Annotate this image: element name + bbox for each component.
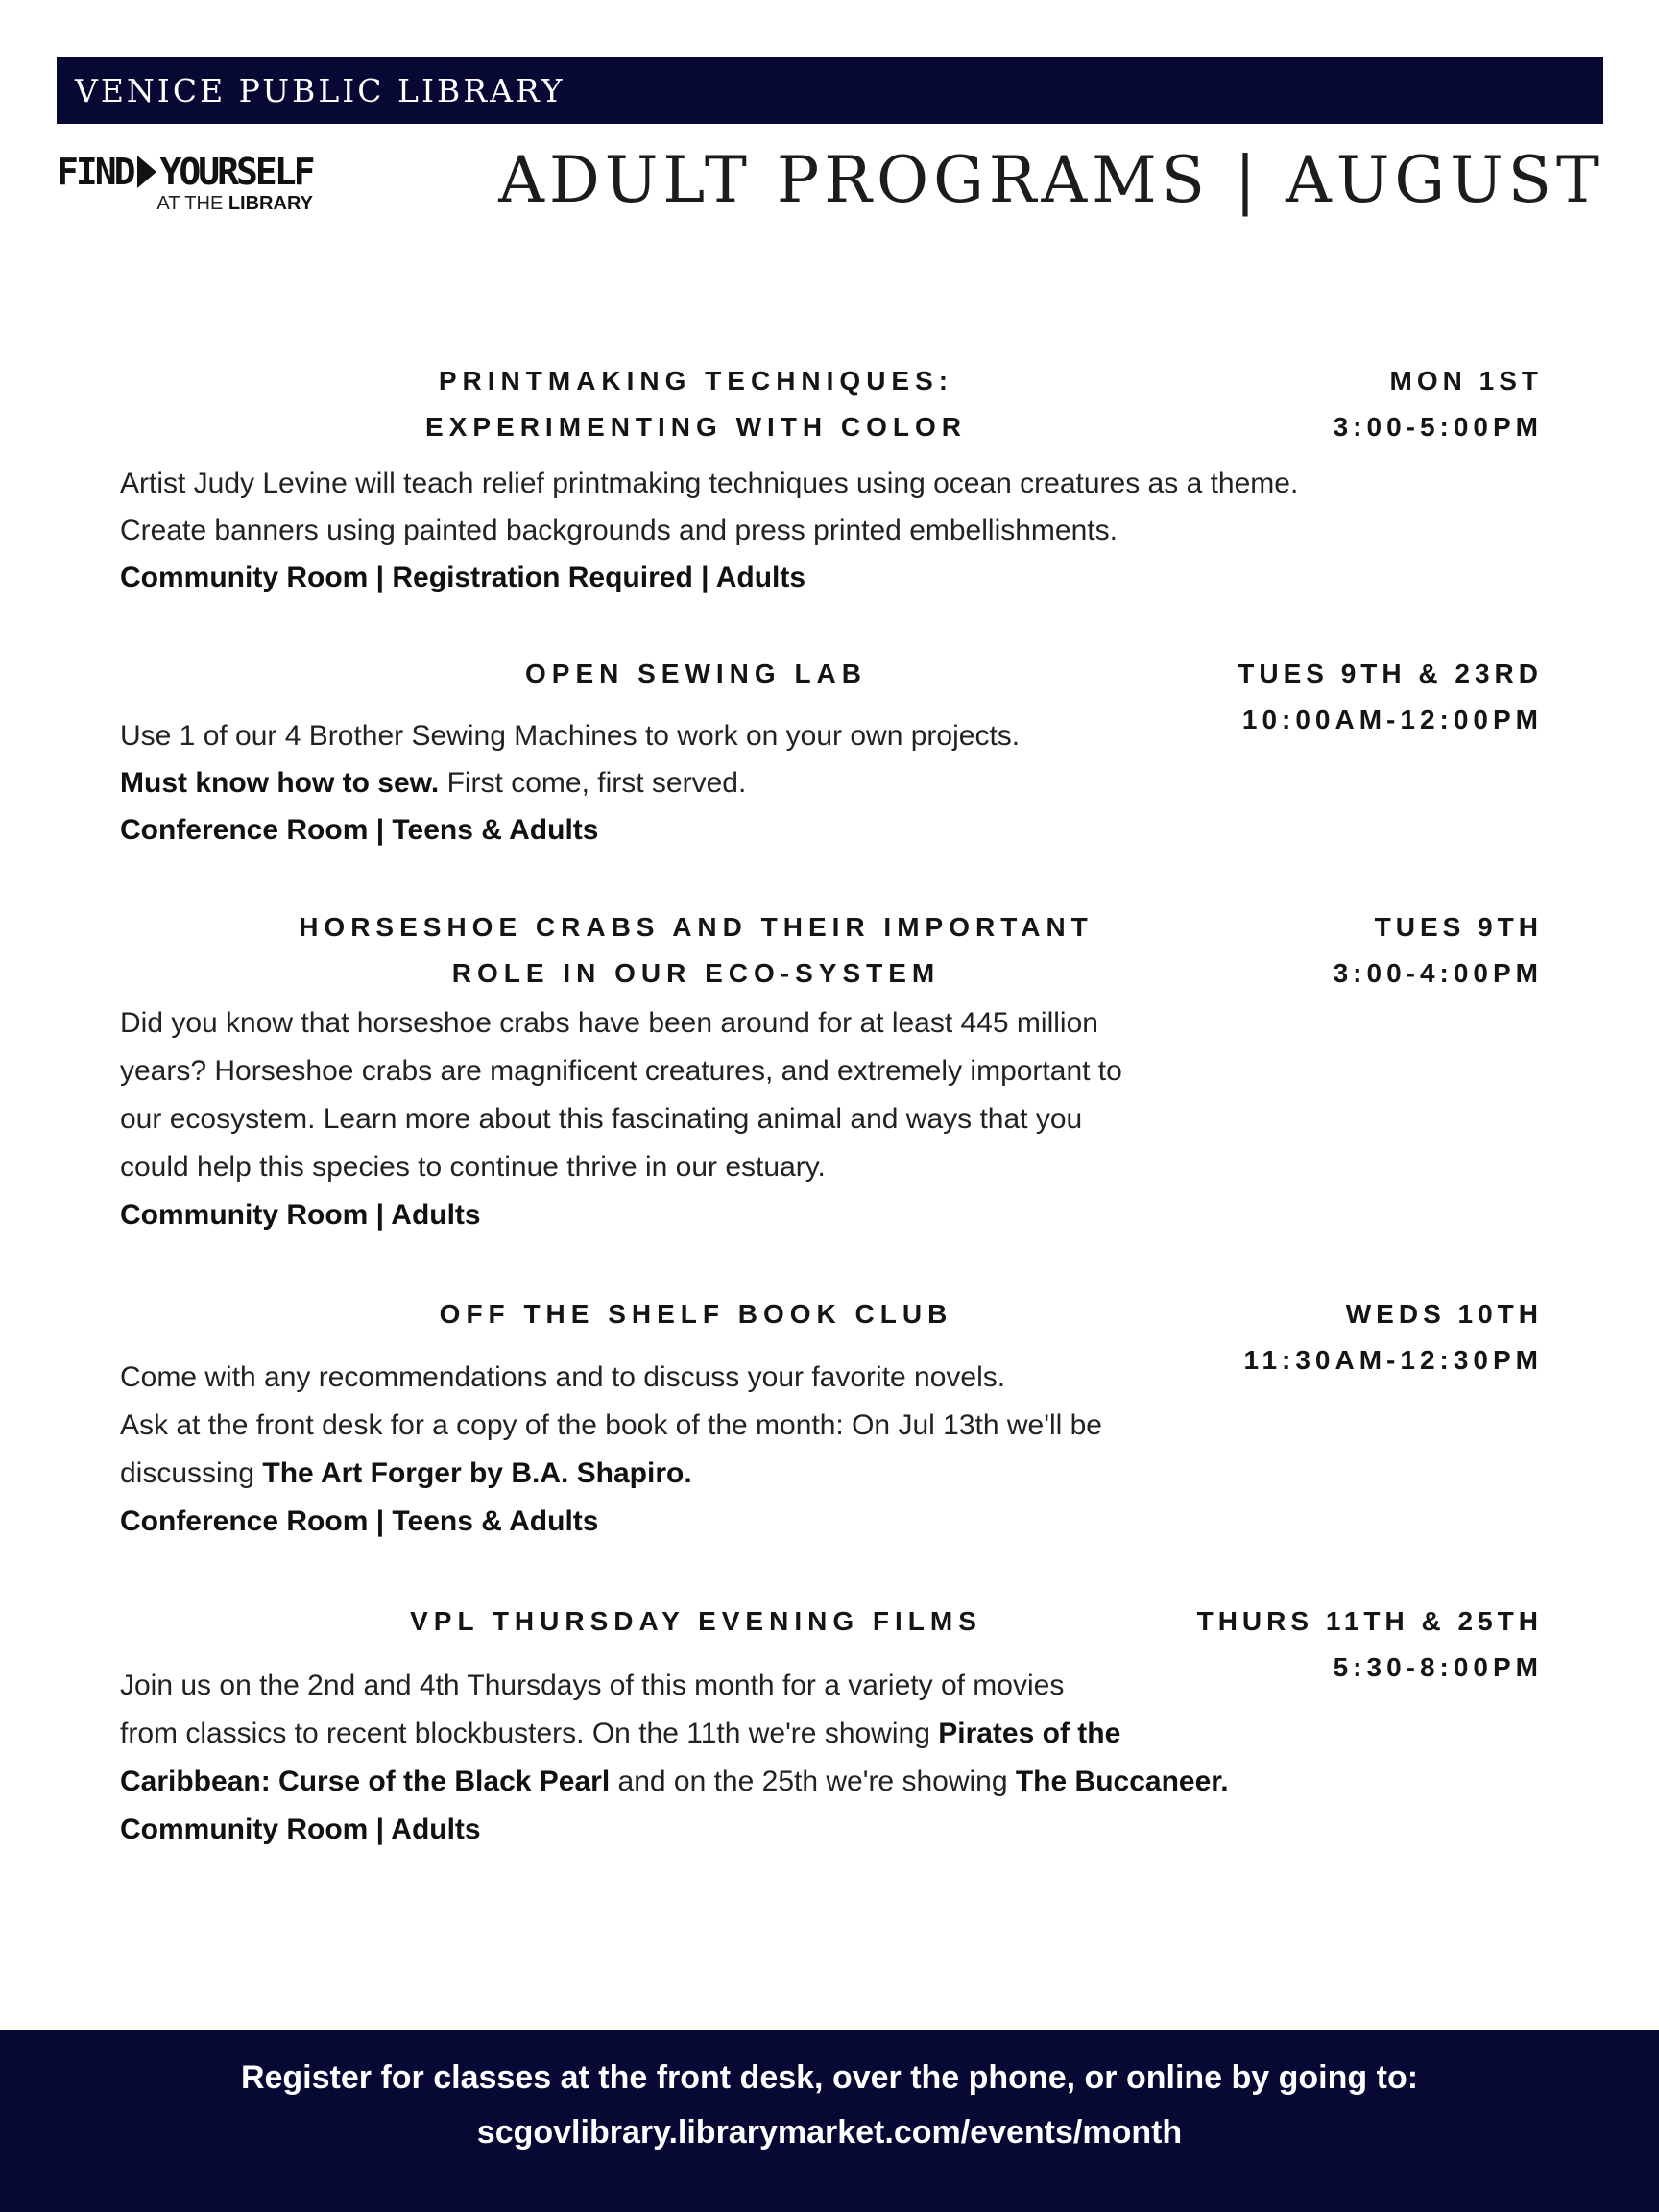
desc-line: could help this species to continue thrive in our estuary. bbox=[120, 1151, 826, 1183]
desc-bold: Must know how to sew. bbox=[120, 767, 440, 799]
event-details: Community Room | Registration Required | Adults bbox=[120, 562, 806, 593]
event-title-line: EXPERIMENTING WITH COLOR bbox=[425, 412, 967, 442]
desc-text: discussing bbox=[120, 1457, 263, 1489]
event-date bbox=[1243, 1291, 1543, 1383]
event-day: WEDS 10TH bbox=[1345, 1299, 1543, 1329]
event-description bbox=[120, 712, 1020, 854]
event-title bbox=[120, 651, 1272, 697]
desc-line bbox=[120, 1758, 1229, 1806]
event-title-line: OFF THE SHELF BOOK CLUB bbox=[439, 1299, 953, 1329]
event-details: Community Room | Adults bbox=[120, 1199, 481, 1231]
logo-at-the: AT THE bbox=[156, 193, 224, 214]
desc-line: Use 1 of our 4 Brother Sewing Machines to work on your own projects. bbox=[120, 720, 1021, 752]
desc-text: and on the 25th we're showing bbox=[610, 1766, 1016, 1797]
event-title-line: PRINTMAKING TECHNIQUES: bbox=[438, 366, 954, 396]
desc-line: Create banners using painted backgrounds and press printed embellishments. bbox=[120, 515, 1118, 546]
film-title: The Buccaneer. bbox=[1015, 1766, 1229, 1797]
event-title-line: OPEN SEWING LAB bbox=[524, 659, 867, 688]
event-time: 3:00-5:00PM bbox=[1333, 412, 1543, 442]
desc-line: Artist Judy Levine will teach relief printmaking techniques using ocean creatures as a theme. bbox=[120, 468, 1299, 499]
event-time: 11:30AM-12:30PM bbox=[1243, 1345, 1543, 1375]
event-date bbox=[1238, 651, 1543, 743]
film-title: Pirates of the bbox=[938, 1718, 1121, 1749]
event-date bbox=[1197, 1599, 1543, 1691]
event-day: MON 1ST bbox=[1389, 366, 1543, 396]
logo-main-text bbox=[57, 152, 318, 192]
event-details: Conference Room | Teens & Adults bbox=[120, 1505, 599, 1537]
desc-line: Did you know that horseshoe crabs have been around for at least 445 million bbox=[120, 1007, 1098, 1039]
film-title: Caribbean: Curse of the Black Pearl bbox=[120, 1766, 611, 1797]
event-title-line: ROLE IN OUR ECO-SYSTEM bbox=[451, 958, 941, 988]
logo-subtext bbox=[57, 193, 318, 215]
footer-text: Register for classes at the front desk, over the phone, or online by going to: bbox=[240, 2059, 1419, 2096]
play-triangle-icon bbox=[137, 156, 156, 188]
event-time: 3:00-4:00PM bbox=[1333, 958, 1543, 988]
page-title: ADULT PROGRAMS | AUGUST bbox=[498, 143, 1603, 217]
desc-line bbox=[120, 1710, 1229, 1758]
event-title-line: VPL THURSDAY EVENING FILMS bbox=[410, 1606, 982, 1636]
desc-line: Join us on the 2nd and 4th Thursdays of this month for a variety of movies bbox=[120, 1670, 1065, 1701]
event-time: 10:00AM-12:00PM bbox=[1241, 705, 1543, 734]
desc-line: years? Horseshoe crabs are magnificent creatures, and extremely important to bbox=[120, 1055, 1122, 1087]
event-time: 5:30-8:00PM bbox=[1333, 1652, 1543, 1682]
library-name-banner bbox=[57, 57, 1603, 124]
desc-text: First come, first served. bbox=[439, 767, 747, 799]
event-description bbox=[120, 460, 1298, 601]
event-title bbox=[120, 904, 1272, 997]
event-details: Conference Room | Teens & Adults bbox=[120, 814, 599, 846]
event-title bbox=[120, 358, 1272, 450]
event-description bbox=[120, 999, 1122, 1239]
event-date bbox=[1334, 904, 1543, 997]
desc-text: from classics to recent blockbusters. On the 11th we're showing bbox=[120, 1718, 939, 1749]
book-title: The Art Forger by B.A. Shapiro. bbox=[262, 1457, 692, 1489]
event-description bbox=[120, 1662, 1229, 1854]
event-title bbox=[120, 1599, 1272, 1645]
event-day: THURS 11TH & 25TH bbox=[1196, 1606, 1543, 1636]
event-date bbox=[1334, 358, 1543, 450]
registration-url: scgovlibrary.librarymarket.com/events/month bbox=[476, 2114, 1183, 2151]
desc-line bbox=[120, 1450, 1102, 1498]
event-details: Community Room | Adults bbox=[120, 1814, 481, 1845]
desc-line: Come with any recommendations and to discuss your favorite novels. bbox=[120, 1361, 1006, 1393]
desc-line: Ask at the front desk for a copy of the book of the month: On Jul 13th we'll be bbox=[120, 1409, 1102, 1441]
event-day: TUES 9TH bbox=[1374, 912, 1543, 942]
event-title bbox=[120, 1291, 1272, 1337]
logo-yourself: YOURSELF bbox=[159, 151, 313, 193]
event-title-line: HORSESHOE CRABS AND THEIR IMPORTANT bbox=[299, 912, 1094, 942]
library-name: VENICE PUBLIC LIBRARY bbox=[75, 71, 565, 109]
registration-footer bbox=[0, 2030, 1659, 2212]
event-description bbox=[120, 1354, 1102, 1546]
logo-library: LIBRARY bbox=[228, 193, 313, 214]
desc-line: our ecosystem. Learn more about this fascinating animal and ways that you bbox=[120, 1103, 1083, 1135]
desc-line bbox=[120, 759, 1020, 806]
logo-find: FIND bbox=[57, 151, 133, 193]
event-day: TUES 9TH & 23RD bbox=[1238, 659, 1543, 688]
find-yourself-logo bbox=[57, 152, 318, 215]
